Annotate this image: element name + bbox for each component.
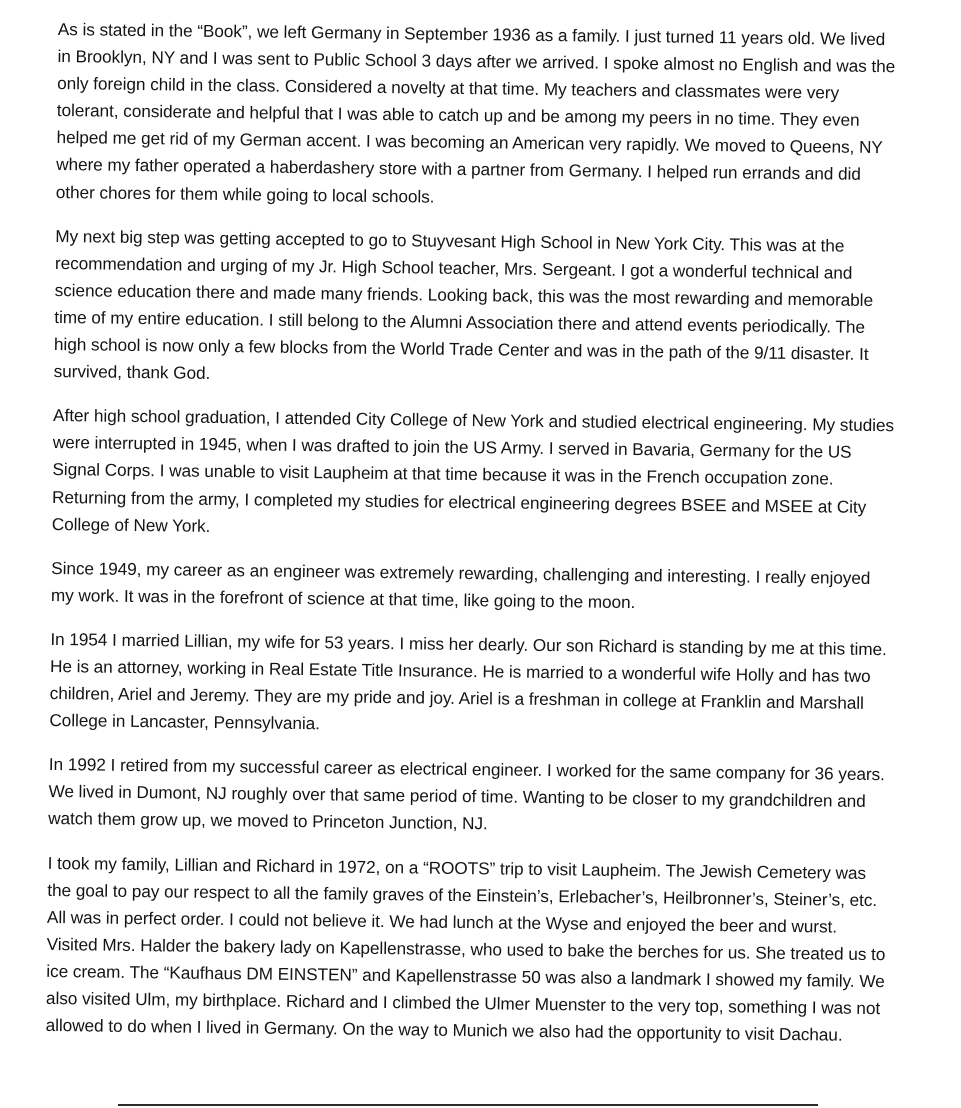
paragraph-emigration: As is stated in the “Book”, we left Germany in September 1936 as a family. I just turned 11 years old. We lived in Brooklyn, NY and I was sent to Public School 3 days after we arrived. I spoke almost no English and was the only foreign child in the class. Considered a novelty at that time. My teachers and classmates were very tolerant, considerate and helpful that I was able to catch up and be among my peers in no time. They even helped me get rid of my German accent. I was becoming an American very rapidly. We moved to Queens, NY where my father operated a haberdashery store with a partner from Germany. I helped run errands and did other chores for them while going to local schools.: [55, 18, 896, 207]
document-body: [45, 16, 903, 1066]
paragraph-roots-trip: I took my family, Lillian and Richard in 1972, on a “ROOTS” trip to visit Laupheim. The Jewish Cemetery was the goal to pay our respect to all the family graves of the Einstein’s, Erlebacher’s, Heilbronner’s, Steiner’s, etc. All was in perfect order. I could not believe it. We had lunch at the Wyse and enjoyed the beer and wurst. Visited Mrs. Halder the bakery lady on Kapellenstrasse, who used to bake the berches for us. She treated us to ice cream. The “Kaufhaus DM EINSTEN” and Kapellenstrasse 50 was also a landmark I showed my family. We also visited Ulm, my birthplace. Richard and I climbed the Ulmer Muenster to the very top, something I was not allowed to do when I lived in Germany. On the way to Munich we also had the opportunity to visit Dachau.: [45, 852, 886, 1045]
paragraph-college-army: After high school graduation, I attended City College of New York and studied electrical engineering. My studies were interrupted in 1945, when I was drafted to join the US Army. I served in Bavaria, Germany for the US Signal Corps. I was unable to visit Laupheim at that time because it was in the French occupation zone. Returning from the army, I completed my studies for electrical engineering degrees BSEE and MSEE at City College of New York.: [51, 405, 895, 536]
paragraph-family: In 1954 I married Lillian, my wife for 53 years. I miss her dearly. Our son Richard is standing by me at this time. He is an attorney, working in Real Estate Title Insurance. He is married to a wonderful wife Holly and has two children, Ariel and Jeremy. They are my pride and joy. Ariel is a freshman in college at Franklin and Marshall College in Lancaster, Pennsylvania.: [49, 628, 887, 734]
paragraph-stuyvesant: My next big step was getting accepted to go to Stuyvesant High School in New York City. This was at the recommendation and urging of my Jr. High School teacher, Mrs. Sergeant. I got a wonderful technical and science education there and made many friends. Looking back, this was the most rewarding and memorable time of my entire education. I still belong to the Alumni Association there and attend events periodically. The high school is now only a few blocks from the World Trade Center and was in the path of the 9/11 disaster. It survived, thank God.: [53, 225, 874, 384]
bottom-divider: [118, 1104, 818, 1106]
paragraph-career: Since 1949, my career as an engineer was extremely rewarding, challenging and interesting. I really enjoyed my work. It was in the forefront of science at that time, like going to the moon.: [50, 557, 871, 612]
paragraph-retirement: In 1992 I retired from my successful career as electrical engineer. I worked for the same company for 36 years. We lived in Dumont, NJ roughly over that same period of time. Wanting to be closer to my grandchildren and watch them grow up, we moved to Princeton Junction, NJ.: [48, 754, 885, 834]
